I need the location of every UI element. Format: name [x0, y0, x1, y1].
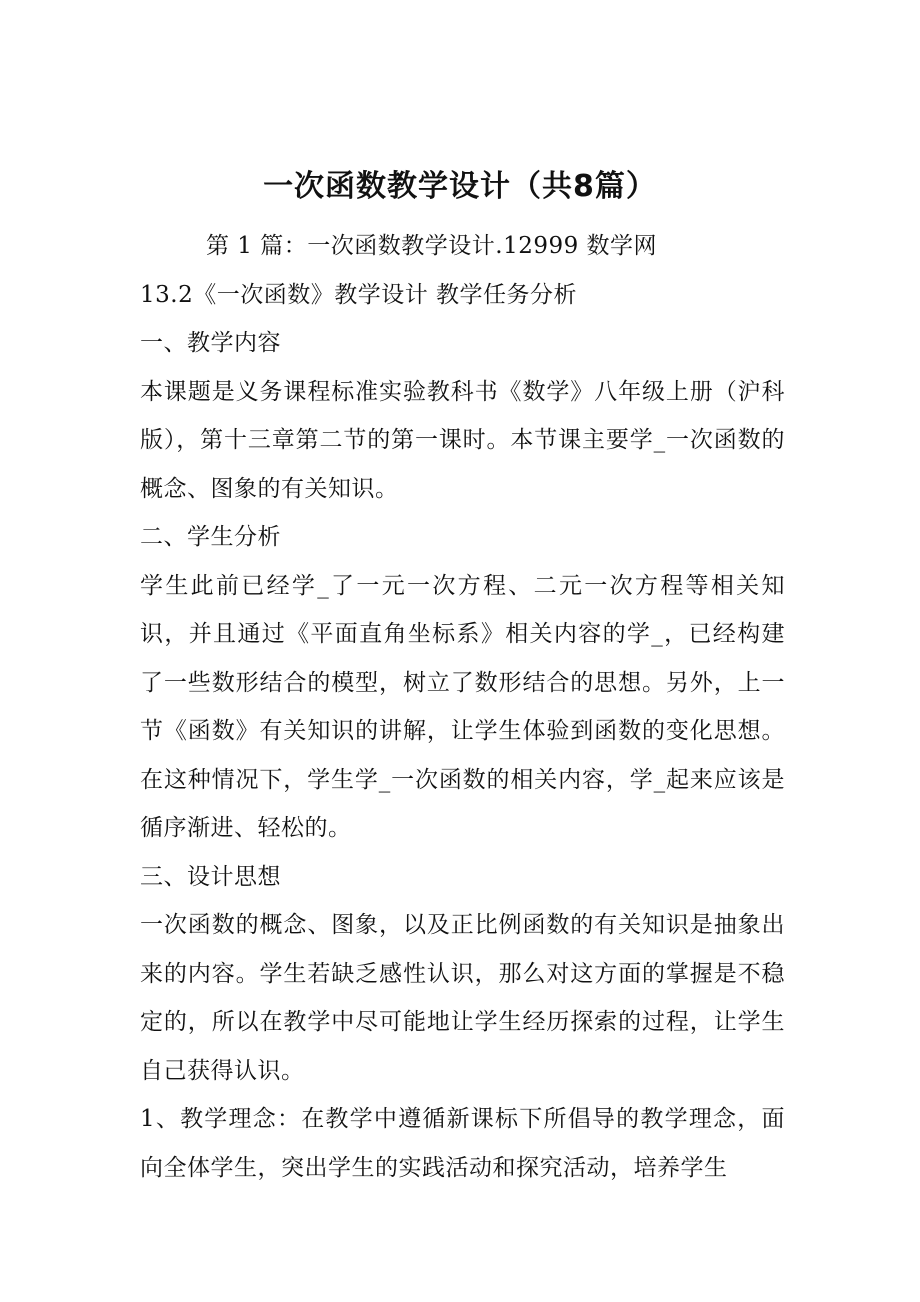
document-title: 一次函数教学设计（共8篇）	[263, 169, 657, 205]
paragraph-teaching-philosophy: 1、教学理念：在教学中遵循新课标下所倡导的教学理念，面向全体学生，突出学生的实践活动和探究活动，培养学生	[140, 1106, 785, 1181]
paragraph-teaching-content: 本课题是义务课程标准实验教科书《数学》八年级上册（沪科版），第十三章第二节的第一课时。本节课主要学_一次函数的概念、图象的有关知识。	[140, 378, 785, 502]
paragraph-lesson-heading: 13.2《一次函数》教学设计 教学任务分析	[140, 281, 578, 308]
paragraph-student-analysis: 学生此前已经学_了一元一次方程、二元一次方程等相关知识，并且通过《平面直角坐标系》相关内容的学_，已经构建了一些数形结合的模型，树立了数形结合的思想。另外，上一节《函数》有关知识的讲解，让学生体验到函数的变化思想。在这种情况下，学生学_一次函数的相关内容，学_起来应该是循序渐进、轻松的。	[140, 572, 785, 841]
section-heading-design-idea: 三、设计思想	[140, 863, 281, 890]
document-body	[140, 222, 785, 1192]
section-heading-student-analysis: 二、学生分析	[140, 524, 281, 550]
paragraph-chapter-heading: 第 1 篇：一次函数教学设计.12999 数学网	[206, 233, 658, 259]
section-heading-teaching-content: 一、教学内容	[140, 330, 281, 356]
paragraph-design-idea: 一次函数的概念、图象，以及正比例函数的有关知识是抽象出来的内容。学生若缺乏感性认识，那么对这方面的掌握是不稳定的，所以在教学中尽可能地让学生经历探索的过程，让学生自己获得认识。	[140, 912, 785, 1084]
